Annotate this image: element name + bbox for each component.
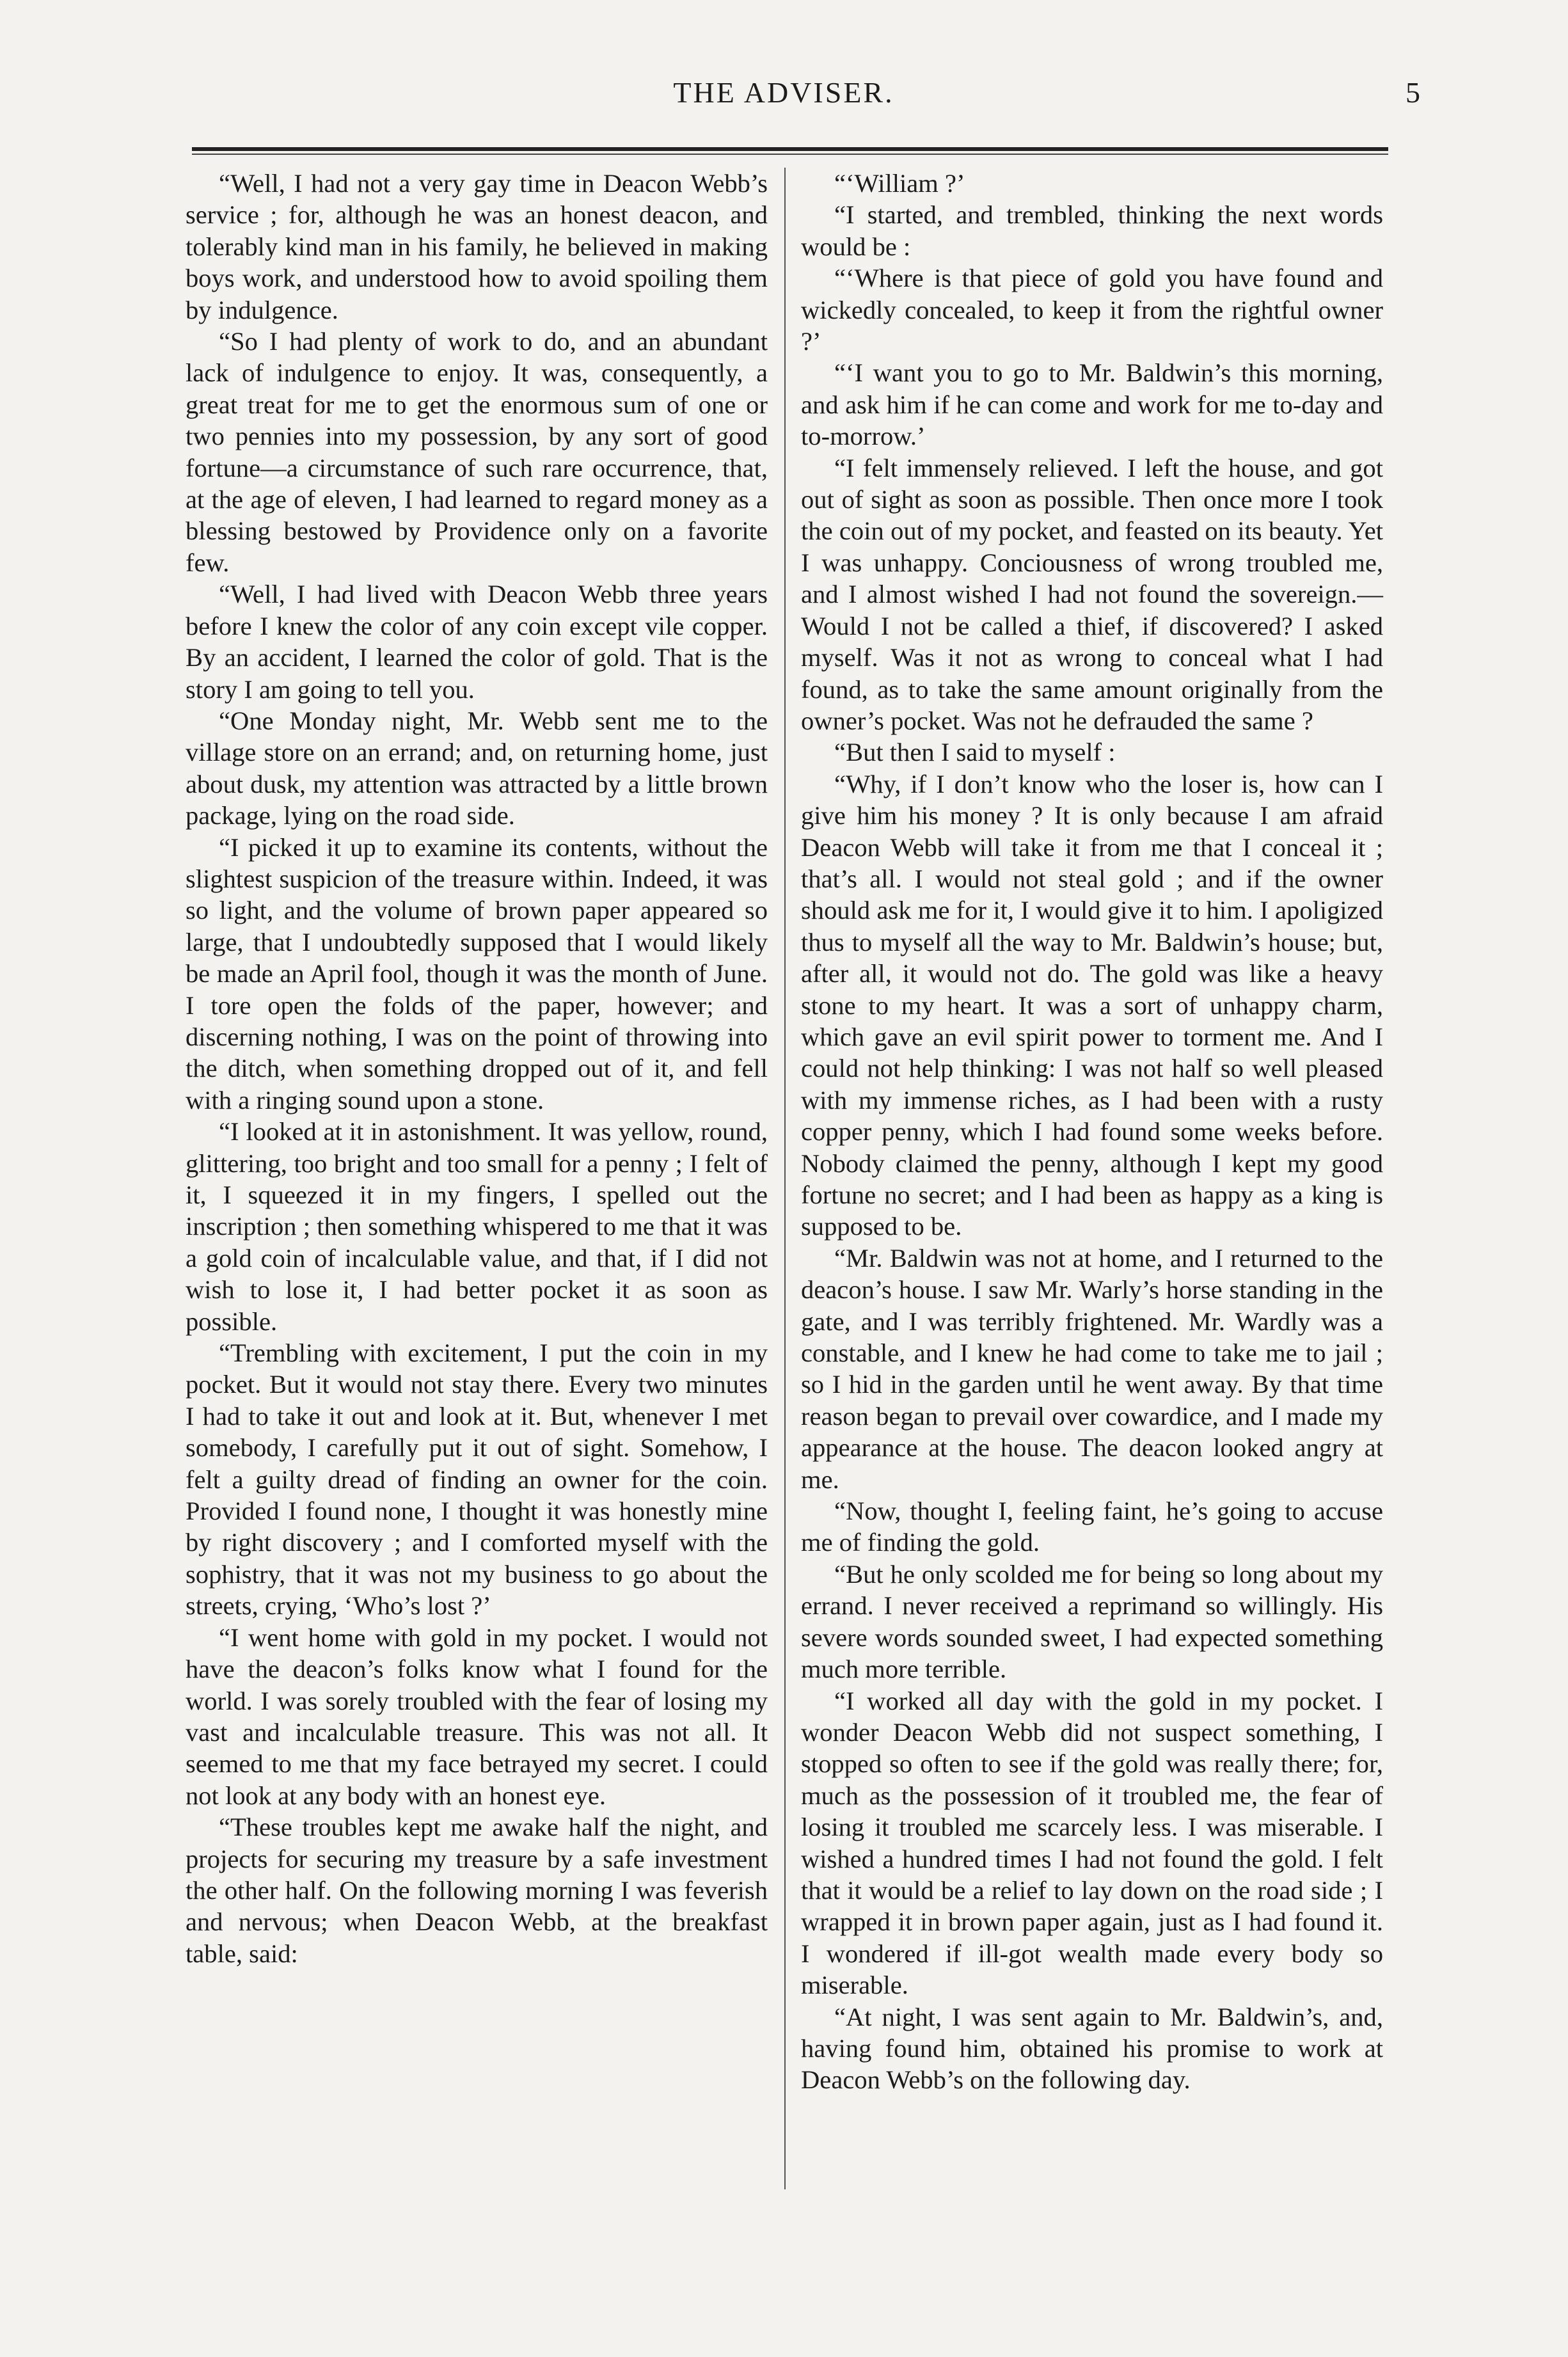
paragraph: “I felt immensely relieved. I left the house, and got out of sight as soon as possible. Then once more I took the coin out of my pocket, and feasted on its beauty. Yet I was unhappy. Conciousness of wrong troubled me, and I almost wished I had not found the sovereign.—Would I not be called a thief, if discovered? I asked myself. Was it not as wrong to conceal what I had found, as to take the same amount originally from the owner’s pocket. Was not he defrauded the same ? [801,453,1383,735]
header-rule-thin [192,154,1388,155]
paragraph: “Why, if I don’t know who the loser is, how can I give him his money ? It is only because I am afraid Deacon Webb will take it from me that I conceal it ; that’s all. I would not steal gold ; and if the owner should ask me for it, I would give it to him. I apoligized thus to myself all the way to Mr. Baldwin’s house; but, after all, it would not do. The gold was like a heavy stone to my heart. It was a sort of unhappy charm, which gave an evil spirit power to torment me. And I could not help thinking: I was not half so well pleased with my immense riches, as I had been with a rusty copper penny, which I had found some weeks before. Nobody claimed the penny, although I kept my good fortune no secret; and I had been as happy as a king is supposed to be. [801,769,1383,1241]
page-title: THE ADVISER. [673,76,894,109]
paragraph: “I picked it up to examine its contents, without the slightest suspicion of the treasure within. Indeed, it was so light, and the volume of brown paper appeared so large, that I undoubtedly supposed that I would likely be made an April fool, though it was the month of June. I tore open the folds of the paper, however; and discerning nothing, I was on the point of throwing into the ditch, when something dropped out of it, and fell with a ringing sound upon a stone. [186,832,768,1115]
paragraph: “Now, thought I, feeling faint, he’s going to accuse me of finding the gold. [801,1496,1383,1557]
paragraph: “Trembling with excitement, I put the coin in my pocket. But it would not stay there. Every two minutes I had to take it out and look at it. But, whenever I met somebody, I carefully put it out of sight. Somehow, I felt a guilty dread of finding an owner for the coin. Provided I found none, I thought it was honestly mine by right discovery ; and I comforted myself with the sophistry, that it was not my business to go about the streets, crying, ‘Who’s lost ?’ [186,1338,768,1621]
paragraph: “But then I said to myself : [834,738,1116,767]
paragraph: “I worked all day with the gold in my pocket. I wonder Deacon Webb did not suspect something, I stopped so often to see if the gold was really there; for, much as the possession of it troubled me, the fear of losing it troubled me scarcely less. I was miserable. I wished a hundred times I had not found the gold. I felt that it would be a relief to lay down on the road side ; I wrapped it in brown paper again, just as I had found it. I wondered if ill-got wealth made every body so miserable. [801,1686,1383,2000]
paragraph: “One Monday night, Mr. Webb sent me to the village store on an errand; and, on returning home, just about dusk, my attention was attracted by a little brown package, lying on the road side. [186,706,768,830]
paragraph: “‘William ?’ [834,169,965,198]
paragraph: “So I had plenty of work to do, and an abundant lack of indulgence to enjoy. It was, consequently, a great treat for me to get the enormous sum of one or two pennies into my possession, by any sort of good fortune—a circumstance of such rare occurrence, that, at the age of eleven, I had learned to regard money as a blessing bestowed by Providence only on a favorite few. [186,327,768,577]
left-column [186,168,768,1969]
paragraph: “‘I want you to go to Mr. Baldwin’s this morning, and ask him if he can come and work for me to-day and to-morrow.’ [801,358,1383,451]
right-column [801,168,1383,2096]
paragraph: “But he only scolded me for being so long about my errand. I never received a reprimand so willingly. His severe words sounded sweet, I had expected something much more terrible. [801,1559,1383,1684]
paragraph: “Well, I had not a very gay time in Deacon Webb’s service ; for, although he was an honest deacon, and tolerably kind man in his family, he believed in making boys work, and understood how to avoid spoiling them by indulgence. [186,169,768,324]
paragraph: “I started, and trembled, thinking the next words would be : [801,200,1383,261]
paragraph: “These troubles kept me awake half the night, and projects for securing my treasure by a safe investment the other half. On the following morning I was feverish and nervous; when Deacon Webb, at the breakfast table, said: [186,1813,768,1968]
page-header [147,75,1420,133]
paragraph: “I looked at it in astonishment. It was yellow, round, glittering, too bright and too small for a penny ; I felt of it, I squeezed it in my fingers, I spelled out the inscription ; then something whispered to me that it was a gold coin of incalculable value, and that, if I did not wish to lose it, I had better pocket it as soon as possible. [186,1117,768,1336]
column-divider [784,168,786,2189]
paragraph: “Mr. Baldwin was not at home, and I returned to the deacon’s house. I saw Mr. Warly’s horse standing in the gate, and I was terribly frightened. Mr. Wardly was a constable, and I knew he had come to take me to jail ; so I hid in the garden until he went away. By that time reason began to prevail over cowardice, and I made my appearance at the house. The deacon looked angry at me. [801,1243,1383,1494]
header-rule-thick [192,147,1388,151]
paragraph: “‘Where is that piece of gold you have found and wickedly concealed, to keep it from the rightful owner ?’ [801,264,1383,356]
paragraph: “Well, I had lived with Deacon Webb three years before I knew the color of any coin except vile copper. By an accident, I learned the color of gold. That is the story I am going to tell you. [186,580,768,704]
paragraph: “At night, I was sent again to Mr. Baldwin’s, and, having found him, obtained his promise to work at Deacon Webb’s on the following day. [801,2002,1383,2095]
page-number: 5 [1406,76,1420,109]
paragraph: “I went home with gold in my pocket. I would not have the deacon’s folks know what I found for the world. I was sorely troubled with the fear of losing my vast and incalculable treasure. This was not all. It seemed to me that my face betrayed my secret. I could not look at any body with an honest eye. [186,1623,768,1810]
